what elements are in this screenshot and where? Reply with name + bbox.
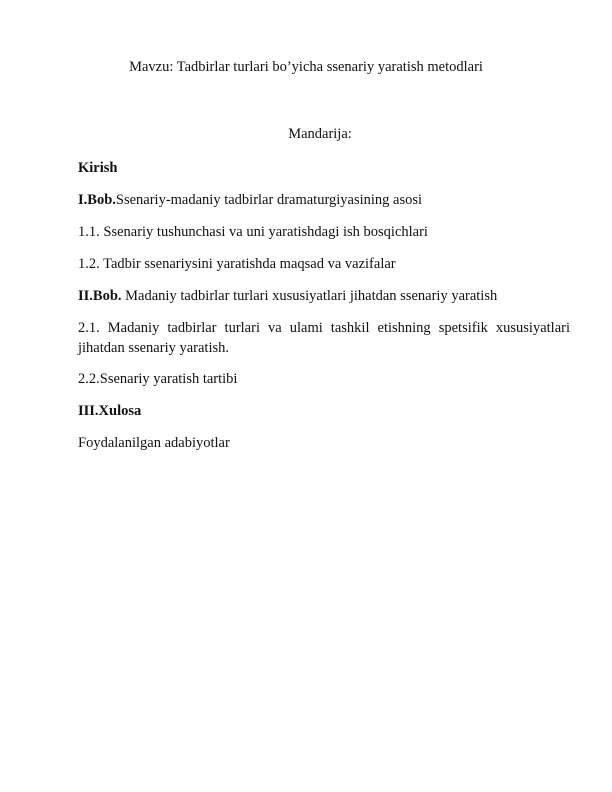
toc-item-text: 2.1. Madaniy tadbirlar turlari va ulami tashkil etishning spetsifik xususiyatlari jihatdan ssenariy yaratish. — [78, 320, 570, 356]
toc-item-text: Kirish — [78, 160, 118, 176]
toc-item-chapter-1 — [78, 191, 570, 209]
topic-title: Tadbirlar turlari bo’yicha ssenariy yaratish metodlari — [176, 59, 483, 75]
toc-item-introduction — [78, 159, 570, 177]
toc-item-section-1-1 — [78, 223, 570, 241]
toc-item-section-1-2 — [78, 255, 570, 273]
toc-item-text: 1.1. Ssenariy tushunchasi va uni yaratishdagi ish bosqichlari — [78, 224, 428, 240]
table-of-contents — [78, 159, 570, 466]
toc-item-chapter-2 — [78, 287, 570, 305]
toc-chapter-prefix: II.Bob. — [78, 288, 122, 304]
toc-item-text: III.Xulosa — [78, 403, 142, 419]
toc-item-section-2-2 — [78, 370, 570, 388]
toc-item-text: Madaniy tadbirlar turlari xususiyatlari jihatdan ssenariy yaratish — [121, 288, 498, 304]
topic-heading — [0, 58, 612, 76]
toc-item-text: Foydalanilgan adabiyotlar — [78, 435, 230, 451]
topic-label: Mavzu: — [129, 59, 174, 75]
toc-item-section-2-1 — [78, 318, 570, 358]
toc-chapter-prefix: I.Bob. — [78, 192, 116, 208]
toc-item-text: 2.2.Ssenariy yaratish tartibi — [78, 371, 238, 387]
toc-item-text: 1.2. Tadbir ssenariysini yaratishda maqsad va vazifalar — [78, 256, 396, 272]
toc-item-conclusion — [78, 402, 570, 420]
contents-title: Mandarija: — [288, 126, 352, 142]
toc-item-text: Ssenariy-madaniy tadbirlar dramaturgiyasining asosi — [115, 192, 423, 208]
toc-item-references — [78, 434, 570, 452]
